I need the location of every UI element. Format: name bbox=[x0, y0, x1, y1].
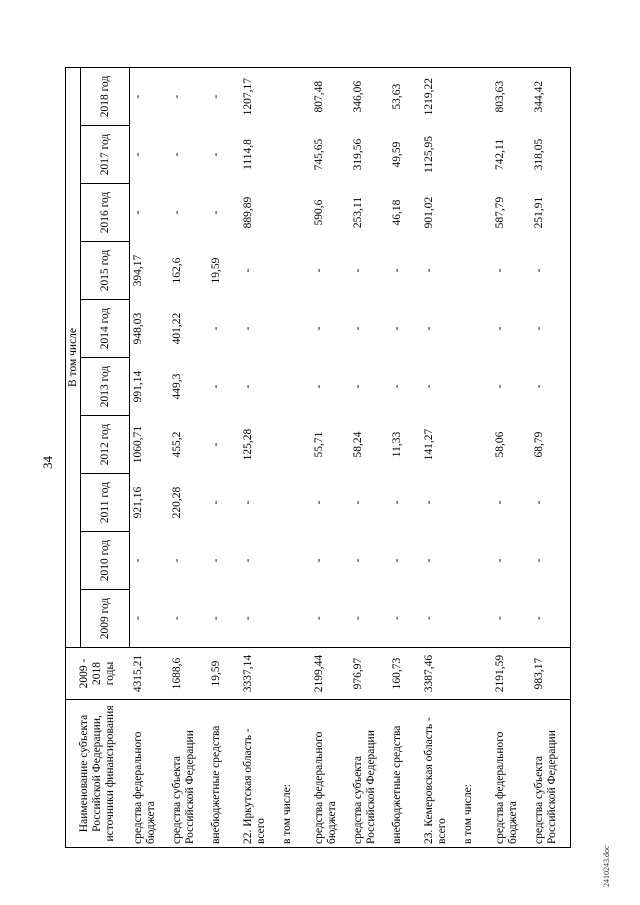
row-value: 58,06 bbox=[494, 431, 506, 458]
row-value: 46,18 bbox=[391, 199, 403, 226]
row-value: - bbox=[171, 558, 183, 563]
row-value: - bbox=[531, 242, 571, 300]
row-value bbox=[279, 184, 311, 242]
table-row bbox=[492, 67, 531, 847]
row-value: - bbox=[210, 558, 222, 563]
table-row bbox=[311, 67, 350, 847]
row-total: 976,97 bbox=[350, 648, 389, 700]
row-value: 344,42 bbox=[531, 67, 571, 125]
row-value: - bbox=[313, 500, 325, 505]
header-year: 2017 год bbox=[81, 126, 130, 184]
row-value: - bbox=[242, 384, 254, 389]
row-value: - bbox=[242, 558, 254, 563]
row-total: 1688,6 bbox=[169, 648, 208, 700]
row-value bbox=[279, 67, 311, 125]
row-value: - bbox=[391, 500, 403, 505]
financing-table bbox=[65, 67, 571, 848]
row-value: - bbox=[352, 500, 364, 505]
row-total: 160,73 bbox=[389, 648, 421, 700]
row-value: 318,05 bbox=[531, 126, 571, 184]
row-value: 948,03 bbox=[132, 312, 144, 345]
row-value: - bbox=[531, 474, 571, 532]
row-value: 455,2 bbox=[171, 431, 183, 458]
header-year: 2010 год bbox=[81, 532, 130, 590]
row-name: средства федерального бюджета bbox=[311, 700, 350, 848]
row-value: 1060,71 bbox=[132, 425, 144, 464]
row-value: - bbox=[132, 152, 144, 157]
row-value: 125,28 bbox=[242, 428, 254, 461]
row-value: - bbox=[494, 384, 506, 389]
row-total: 983,17 bbox=[531, 648, 571, 700]
row-value: - bbox=[242, 326, 254, 331]
table-row bbox=[421, 67, 460, 847]
row-value: - bbox=[132, 558, 144, 563]
table-row bbox=[531, 67, 571, 847]
header-name-col: Наименование субъекта Российской Федерации, источники финансирования bbox=[66, 700, 130, 848]
row-value: 253,11 bbox=[352, 196, 364, 229]
row-value: - bbox=[421, 590, 460, 648]
row-value: - bbox=[210, 500, 222, 505]
row-value bbox=[279, 416, 311, 474]
table-row bbox=[279, 67, 311, 847]
row-value: - bbox=[210, 442, 222, 447]
row-value: - bbox=[352, 326, 364, 331]
header-group-label: В том числе bbox=[66, 67, 81, 647]
row-total: 2191,59 bbox=[492, 648, 531, 700]
row-value: 141,27 bbox=[423, 428, 435, 461]
row-total: 2199,44 bbox=[311, 648, 350, 700]
row-name: средства федерального бюджета bbox=[130, 700, 170, 848]
row-value: 68,79 bbox=[531, 416, 571, 474]
row-value: - bbox=[423, 326, 435, 331]
row-value bbox=[279, 126, 311, 184]
row-value: - bbox=[423, 500, 435, 505]
header-year: 2018 год bbox=[81, 67, 130, 125]
row-value: 162,6 bbox=[171, 257, 183, 284]
table-row bbox=[208, 67, 240, 847]
row-value bbox=[460, 358, 492, 416]
row-value bbox=[279, 474, 311, 532]
table-row bbox=[240, 67, 279, 847]
row-value: 1114,8 bbox=[242, 139, 254, 170]
row-value bbox=[279, 358, 311, 416]
page-number: 34 bbox=[40, 456, 55, 469]
row-value: - bbox=[313, 384, 325, 389]
row-value: 587,79 bbox=[494, 196, 506, 229]
header-year: 2016 год bbox=[81, 184, 130, 242]
row-name: внебюджетные средства bbox=[208, 700, 240, 848]
header-year: 2011 год bbox=[81, 474, 130, 532]
row-value: - bbox=[389, 590, 421, 648]
row-name: 23. Кемеровская область - всего bbox=[421, 700, 460, 848]
row-value: - bbox=[171, 210, 183, 215]
row-value: - bbox=[311, 590, 350, 648]
row-value bbox=[279, 300, 311, 358]
row-value: - bbox=[423, 558, 435, 563]
row-value bbox=[460, 126, 492, 184]
row-value: - bbox=[391, 384, 403, 389]
row-value: - bbox=[352, 558, 364, 563]
row-value: - bbox=[210, 152, 222, 157]
row-value: - bbox=[494, 326, 506, 331]
row-value: 11,33 bbox=[391, 431, 403, 458]
row-value bbox=[460, 474, 492, 532]
row-value bbox=[460, 242, 492, 300]
row-value: 1207,17 bbox=[240, 67, 279, 125]
row-value: - bbox=[531, 300, 571, 358]
row-value: 53,63 bbox=[389, 67, 421, 125]
row-value: 803,63 bbox=[492, 67, 531, 125]
row-value bbox=[460, 300, 492, 358]
row-total: 3387,46 bbox=[421, 648, 460, 700]
row-total: 3337,14 bbox=[240, 648, 279, 700]
row-value: 49,59 bbox=[391, 141, 403, 168]
row-value: - bbox=[210, 210, 222, 215]
row-value: - bbox=[210, 384, 222, 389]
table-row bbox=[350, 67, 389, 847]
row-value: - bbox=[531, 590, 571, 648]
row-name: средства субъекта Российской Федерации bbox=[350, 700, 389, 848]
row-value: 1125,95 bbox=[423, 136, 435, 173]
row-value: 742,11 bbox=[494, 138, 506, 171]
row-name: средства федерального бюджета bbox=[492, 700, 531, 848]
row-value: - bbox=[130, 590, 170, 648]
header-year: 2012 год bbox=[81, 416, 130, 474]
row-value bbox=[460, 184, 492, 242]
row-value: - bbox=[492, 590, 531, 648]
row-value: 251,91 bbox=[531, 184, 571, 242]
row-value: 220,28 bbox=[171, 486, 183, 519]
table-row bbox=[130, 67, 170, 847]
header-total-col: 2009 - 2018 годы bbox=[66, 648, 130, 700]
row-value: 991,14 bbox=[132, 370, 144, 403]
row-value bbox=[460, 67, 492, 125]
row-value: - bbox=[313, 558, 325, 563]
row-value: - bbox=[352, 268, 364, 273]
row-value: - bbox=[531, 532, 571, 590]
header-year: 2015 год bbox=[81, 242, 130, 300]
row-total bbox=[460, 648, 492, 700]
row-value: - bbox=[208, 67, 240, 125]
row-value: - bbox=[169, 67, 208, 125]
row-value: - bbox=[352, 384, 364, 389]
row-value bbox=[279, 242, 311, 300]
row-value: - bbox=[423, 268, 435, 273]
row-value: - bbox=[391, 326, 403, 331]
row-name: внебюджетные средства bbox=[389, 700, 421, 848]
row-value bbox=[460, 416, 492, 474]
row-name: 22. Иркутская область - всего bbox=[240, 700, 279, 848]
row-value bbox=[460, 590, 492, 648]
footer-filename: 2410243.doc bbox=[602, 845, 611, 887]
row-value: - bbox=[208, 590, 240, 648]
table-row bbox=[169, 67, 208, 847]
header-year: 2013 год bbox=[81, 358, 130, 416]
row-value: - bbox=[350, 590, 389, 648]
row-total bbox=[279, 648, 311, 700]
row-name: средства субъекта Российской Федерации bbox=[531, 700, 571, 848]
row-value: 807,48 bbox=[311, 67, 350, 125]
row-value: - bbox=[130, 67, 170, 125]
row-value bbox=[279, 590, 311, 648]
header-year: 2009 год bbox=[81, 590, 130, 648]
row-total: 19,59 bbox=[208, 648, 240, 700]
row-value: - bbox=[242, 268, 254, 273]
table-row bbox=[460, 67, 492, 847]
row-value: - bbox=[242, 500, 254, 505]
row-value: - bbox=[391, 268, 403, 273]
header-year: 2014 год bbox=[81, 300, 130, 358]
row-value: - bbox=[210, 326, 222, 331]
row-value: 901,02 bbox=[423, 196, 435, 229]
row-value: - bbox=[423, 384, 435, 389]
row-value: - bbox=[313, 326, 325, 331]
row-value: - bbox=[391, 558, 403, 563]
row-value: - bbox=[531, 358, 571, 416]
row-value: 19,59 bbox=[210, 257, 222, 284]
row-value: 58,24 bbox=[352, 431, 364, 458]
row-value: - bbox=[494, 558, 506, 563]
row-total: 4315,21 bbox=[130, 648, 170, 700]
row-value: - bbox=[494, 268, 506, 273]
table-body bbox=[130, 67, 571, 847]
row-value: 346,06 bbox=[350, 67, 389, 125]
row-name: в том числе: bbox=[279, 700, 311, 848]
row-value: 745,65 bbox=[313, 138, 325, 171]
row-value: 921,16 bbox=[132, 486, 144, 519]
row-value: - bbox=[169, 590, 208, 648]
row-name: в том числе: bbox=[460, 700, 492, 848]
table-row bbox=[389, 67, 421, 847]
row-name: средства субъекта Российской Федерации bbox=[169, 700, 208, 848]
row-value: 394,17 bbox=[132, 254, 144, 287]
row-value: 1219,22 bbox=[421, 67, 460, 125]
row-value: 590,6 bbox=[313, 199, 325, 226]
row-value: - bbox=[171, 152, 183, 157]
row-value bbox=[279, 532, 311, 590]
row-value bbox=[460, 532, 492, 590]
row-value: - bbox=[494, 500, 506, 505]
row-value: - bbox=[313, 268, 325, 273]
row-value: 319,56 bbox=[352, 138, 364, 171]
row-value: 889,89 bbox=[242, 196, 254, 229]
row-value: 449,3 bbox=[171, 373, 183, 400]
row-value: - bbox=[132, 210, 144, 215]
row-value: - bbox=[240, 590, 279, 648]
row-value: 55,71 bbox=[313, 431, 325, 458]
row-value: 401,22 bbox=[171, 312, 183, 345]
